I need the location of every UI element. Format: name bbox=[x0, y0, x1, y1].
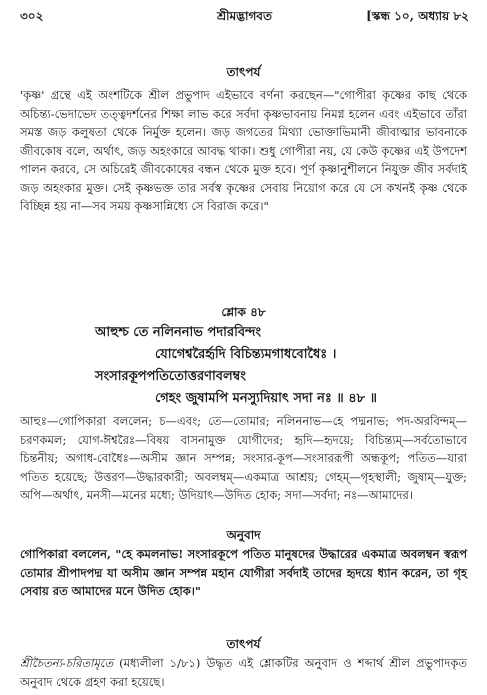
purport2-paragraph bbox=[20, 654, 467, 691]
purport-text: 'কৃষ্ণ' গ্রন্থে এই অংশটিকে শ্রীল প্রভুপাদ এইভাবে বর্ণনা করছেন—"গোপীরা কৃষ্ণের কাছ থেকে অচিন্ত্য-ভেদাভেদ তত্ত্বদর্শনের শিক্ষা লাভ করে সর্বদা কৃষ্ণভাবনায় নিমগ্ন হলেন এবং এইভাবে তাঁরা সমস্ত জড় কলুষতা থেকে নির্মুক্ত হলেন। জড় জগতের মিথ্যা ভোক্তাভিমানী জীবাত্মার ভাবনাকে জীবকোষ বলে, অর্থাৎ, জড় অহংকারে আবদ্ধ থাকা। শুধু গোপীরা নয়, যে কেউ কৃষ্ণের এই উপদেশ পালন করবে, সে অচিরেই জীবকোষের বন্ধন থেকে মুক্ত হবে। পূর্ণ কৃষ্ণানুশীলনে নিযুক্ত জীব সর্বদাই জড় অহংকার মুক্ত। সেই কৃষ্ণভক্ত তার সর্বস্ব কৃষ্ণের সেবায় নিয়োগ করে যে সে কখনই কৃষ্ণ থেকে বিচ্ছিন্ন হয় না—সব সময় কৃষ্ণসান্নিধ্যে সে বিরাজ করে।" bbox=[20, 88, 467, 213]
book-reference: শ্রীচৈতন্য-চরিতামৃতে bbox=[20, 656, 114, 670]
verse-line-1: আহুশ্চ তে নলিননাভ পদারবিন্দং bbox=[95, 325, 262, 340]
verse-block bbox=[20, 322, 467, 410]
purport-heading: তাৎপর্য bbox=[226, 65, 261, 79]
canto-chapter: [স্কন্ধ ১০, অধ্যায় ৮২ bbox=[366, 9, 469, 23]
book-title: শ্রীমদ্ভাগবত bbox=[216, 9, 272, 23]
synonyms-text: আহুঃ—গোপিকারা বললেন; চ—এবং; তে—তোমার; নলিননাভ—হে পদ্মনাভ; পদ-অরবিন্দম্—চরণকমল; যোগ-ঈশ্বরৈঃ—বিষয় বাসনামুক্ত যোগীদের; হৃদি—হৃদয়ে; বিচিন্ত্যম্—সর্বতোভাবে চিন্তনীয়; অগাধ-বোধৈঃ—অসীম জ্ঞান সম্পন্ন; সংসার-কূপ—সংসাররূপী অন্ধকূপ; পতিত—যারা পতিত হয়েছে; উত্তরণ—উদ্ধারকারী; অবলম্বম্—একমাত্র আশ্রয়; গেহম্—গৃহস্থালী; জুষাম্—যুক্ত; অপি—অর্থাৎ, মনসী—মনের মধ্যে; উদিয়াৎ—উদিত হোক; সদা—সর্বদা; নঃ—আমাদের। bbox=[20, 414, 467, 502]
translation-heading: অনুবাদ bbox=[226, 528, 261, 542]
purport2-heading: তাৎপর্য bbox=[226, 637, 261, 651]
translation-paragraph bbox=[20, 545, 467, 601]
verse-heading: শ্লোক ৪৮ bbox=[221, 305, 266, 319]
verse-line-3: সংসারকূপপতিতোত্তরণাবলম্বং bbox=[95, 369, 246, 384]
purport2-body bbox=[20, 654, 467, 691]
translation-text: গোপিকারা বললেন, "হে কমলনাভ! সংসারকূপে পতিত মানুষদের উদ্ধারের একমাত্র অবলম্বন স্বরূপ তোমার শ্রীপাদপদ্ম যা অসীম জ্ঞান সম্পন্ন মহান যোগীরা সর্বদাই তাদের হৃদয়ে ধ্যান করেন, তা গৃহ সেবায় রত আমাদের মনে উদিত হোক।" bbox=[20, 547, 467, 598]
page-header bbox=[20, 8, 469, 24]
verse-line-2: যোগেশ্বরৈর্হৃদি বিচিন্ত্যমগাধবোধৈঃ । bbox=[155, 347, 337, 362]
purport2-text: (মধ্যলীলা ১/৮১) উদ্ধৃত এই শ্লোকটির অনুবাদ ও শব্দার্থ শ্রীল প্রভুপাদকৃত অনুবাদ থেকে গ্রহণ করা হয়েছে। bbox=[20, 656, 467, 689]
page-number: ৩০২ bbox=[20, 9, 44, 23]
synonyms-paragraph bbox=[20, 412, 467, 505]
purport-paragraph bbox=[20, 86, 467, 216]
verse-line-4: গেহং জুষামপি মনস্যুদিয়াৎ সদা নঃ ॥ ৪৮ ॥ bbox=[155, 391, 377, 406]
